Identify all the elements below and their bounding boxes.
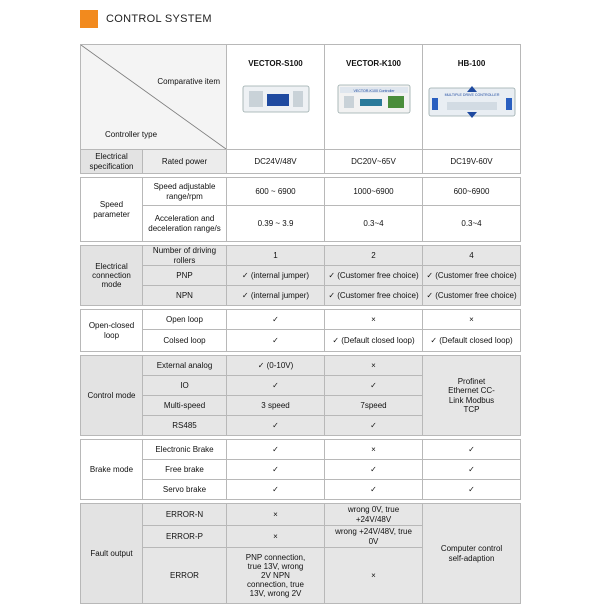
cell-value: wrong 0V, true +24V/48V: [325, 504, 423, 526]
hb100-control-protocols: Profinet Ethernet CC-Link Modbus TCP: [423, 356, 521, 436]
row-label: Electronic Brake: [143, 440, 227, 460]
product-hb100: [423, 45, 521, 150]
cell-value: 0.3~4: [325, 206, 423, 242]
row-label: Open loop: [143, 310, 227, 330]
section-fault: Fault output: [81, 504, 143, 604]
cell-value: ✓ (internal jumper): [227, 266, 325, 286]
cell-value: ✓ (Customer free choice): [423, 266, 521, 286]
corner-header: [81, 45, 227, 150]
cell-value: ×: [325, 356, 423, 376]
row-label: External analog: [143, 356, 227, 376]
vector-k100-controller-image: [336, 82, 412, 116]
cell-value: 0.3~4: [423, 206, 521, 242]
section-speed: Speed parameter: [81, 178, 143, 242]
row-label: NPN: [143, 286, 227, 306]
row-label: Number of driving rollers: [143, 246, 227, 266]
cell-value: ✓: [423, 480, 521, 500]
error-n-row: [81, 504, 521, 526]
orange-square-icon: [80, 10, 98, 28]
cell-value: 2: [325, 246, 423, 266]
cell-value: 1000~6900: [325, 178, 423, 206]
row-label: Servo brake: [143, 480, 227, 500]
row-label: ERROR: [143, 548, 227, 604]
speed-range-row: [81, 178, 521, 206]
cell-value: ✓: [325, 376, 423, 396]
cell-value: ✓: [227, 460, 325, 480]
row-label: RS485: [143, 416, 227, 436]
row-label: Free brake: [143, 460, 227, 480]
section-header: [80, 10, 212, 28]
cell-value: ✓: [423, 460, 521, 480]
cell-value: ✓ (internal jumper): [227, 286, 325, 306]
closed-loop-row: [81, 330, 521, 352]
cell-value: ✓ (Default closed loop): [423, 330, 521, 352]
hb100-fault-output: Computer control self-adaption: [423, 504, 521, 604]
cell-value: DC24V/48V: [227, 150, 325, 174]
cell-value: 600 ~ 6900: [227, 178, 325, 206]
product-name: VECTOR-K100: [346, 59, 401, 68]
cell-value: 600~6900: [423, 178, 521, 206]
cell-value: DC19V-60V: [423, 150, 521, 174]
row-label: Rated power: [143, 150, 227, 174]
row-label: PNP: [143, 266, 227, 286]
product-vector-k100: [325, 45, 423, 150]
external-analog-row: [81, 356, 521, 376]
cell-value: ×: [325, 440, 423, 460]
cell-value: ✓: [325, 480, 423, 500]
cell-value: 1: [227, 246, 325, 266]
vector-s100-controller-image: [241, 82, 311, 116]
section-brake: Brake mode: [81, 440, 143, 500]
cell-value: ✓: [227, 440, 325, 460]
hb100-image-text: MULTIPLE DRIVE CONTROLLER: [444, 93, 499, 98]
row-label: Multi-speed: [143, 396, 227, 416]
cell-value: ✓ (0-10V): [227, 356, 325, 376]
cell-value: 0.39 ~ 3.9: [227, 206, 325, 242]
cell-value: ✓: [227, 376, 325, 396]
row-label: ERROR-P: [143, 526, 227, 548]
comparison-table: [80, 44, 521, 604]
servo-brake-row: [81, 480, 521, 500]
section-control: Control mode: [81, 356, 143, 436]
comparative-item-label: Comparative item: [157, 77, 220, 86]
product-name: VECTOR-S100: [248, 59, 303, 68]
section-loop: Open-closed loop: [81, 310, 143, 352]
cell-value: ✓: [325, 460, 423, 480]
npn-row: [81, 286, 521, 306]
cell-value: 7speed: [325, 396, 423, 416]
cell-value: ✓ (Customer free choice): [325, 266, 423, 286]
controller-type-label: Controller type: [105, 129, 158, 139]
free-brake-row: [81, 460, 521, 480]
pnp-row: [81, 266, 521, 286]
row-label: Colsed loop: [143, 330, 227, 352]
product-vector-s100: [227, 45, 325, 150]
cell-value: wrong +24V/48V, true 0V: [325, 526, 423, 548]
cell-value: ✓: [227, 330, 325, 352]
cell-value: ✓: [227, 416, 325, 436]
cell-value: ✓ (Customer free choice): [325, 286, 423, 306]
cell-value: ✓ (Customer free choice): [423, 286, 521, 306]
rated-power-row: [81, 150, 521, 174]
row-label: ERROR-N: [143, 504, 227, 526]
cell-value: ✓: [325, 416, 423, 436]
row-label: Speed adjustable range/rpm: [143, 178, 227, 206]
cell-value: DC20V~65V: [325, 150, 423, 174]
cell-value: ×: [325, 310, 423, 330]
row-label: Acceleration and deceleration range/s: [143, 206, 227, 242]
cell-value: ×: [423, 310, 521, 330]
cell-value: ✓: [227, 310, 325, 330]
k100-image-text: VECTOR-K100 Controller: [352, 89, 395, 94]
cell-value: 3 speed: [227, 396, 325, 416]
acceleration-row: [81, 206, 521, 242]
cell-value: ×: [227, 526, 325, 548]
cell-value: ✓: [227, 480, 325, 500]
product-header-row: [81, 45, 521, 150]
section-connection: Electrical connection mode: [81, 246, 143, 306]
cell-value: ×: [325, 548, 423, 604]
open-loop-row: [81, 310, 521, 330]
row-label: IO: [143, 376, 227, 396]
cell-value: ×: [227, 504, 325, 526]
cell-value: ✓: [423, 440, 521, 460]
section-title: CONTROL SYSTEM: [106, 13, 212, 25]
cell-value: PNP connection, true 13V, wrong 2V NPN connection, true 13V, wrong 2V: [227, 548, 325, 604]
cell-value: ✓ (Default closed loop): [325, 330, 423, 352]
hb100-controller-image: [427, 82, 517, 122]
product-name: HB-100: [457, 59, 486, 68]
section-electrical-spec: Electrical specification: [81, 150, 143, 174]
electronic-brake-row: [81, 440, 521, 460]
cell-value: 4: [423, 246, 521, 266]
driving-rollers-row: [81, 246, 521, 266]
